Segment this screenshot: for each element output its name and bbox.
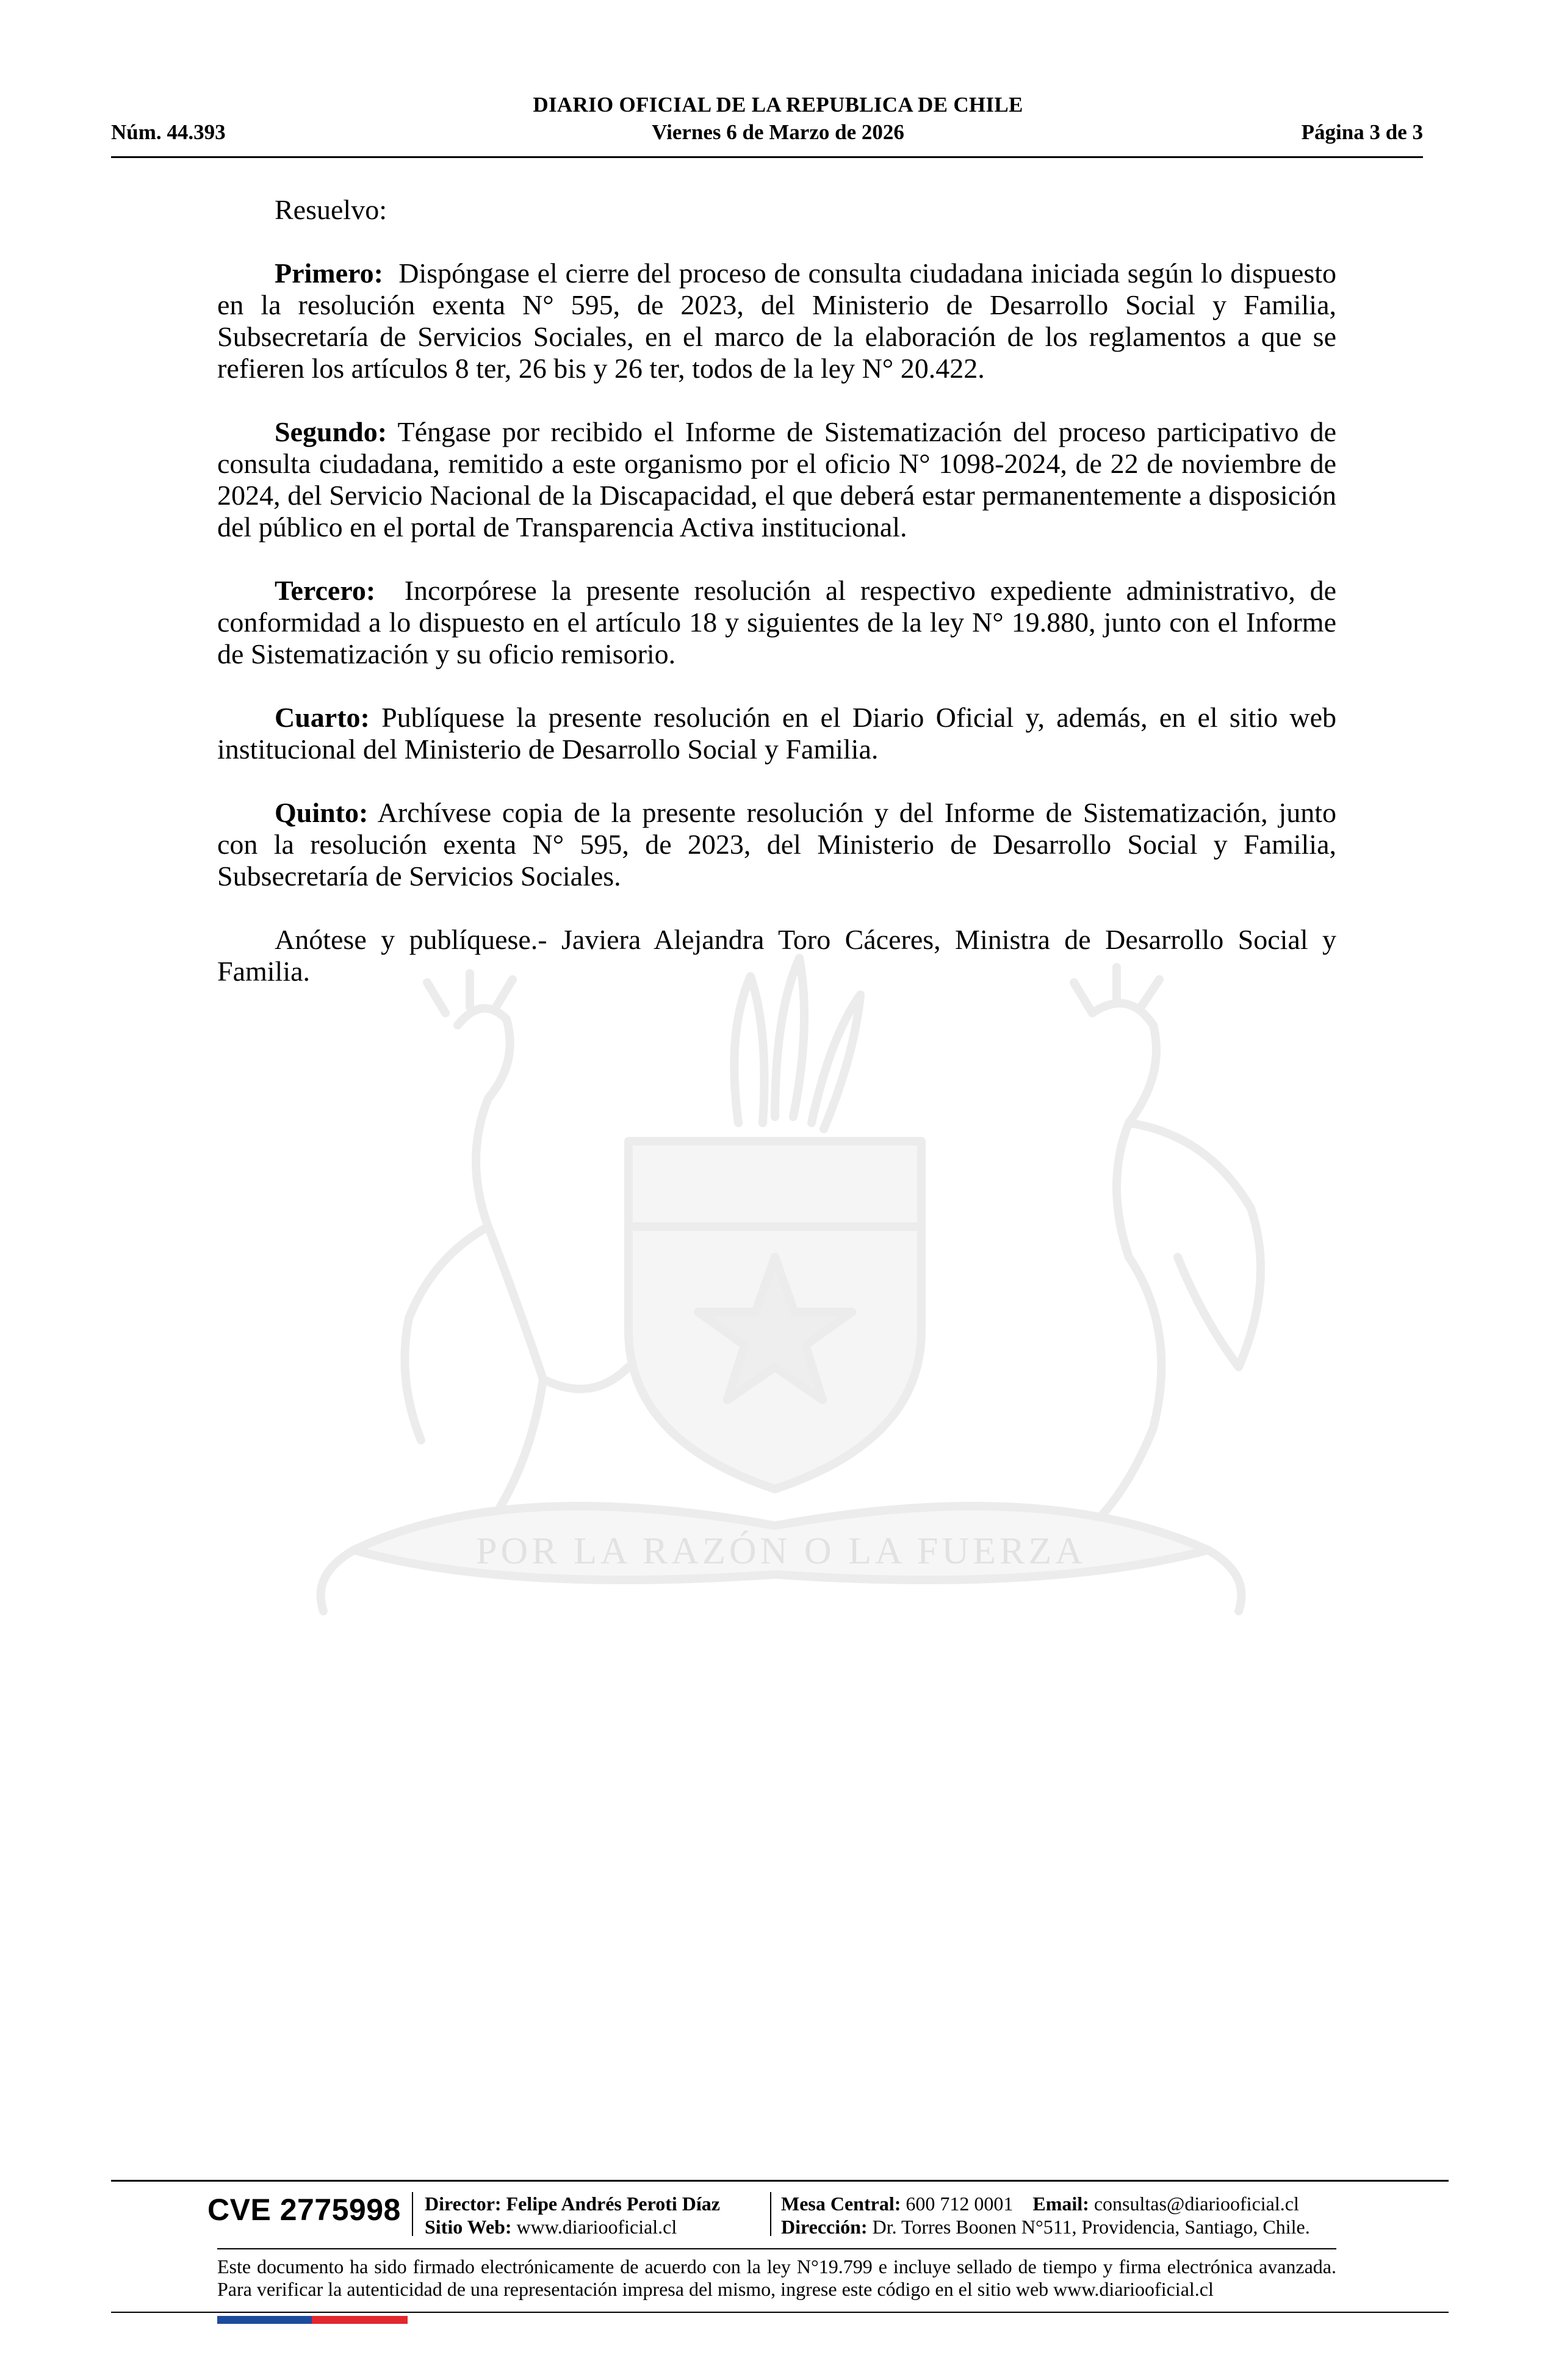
- paragraph-text: Incorpórese la presente resolución al respectivo expediente administrativo, de conformidad a lo dispuesto en el artículo 18 y siguientes de la ley N° 19.880, junto con el Informe de Sistematización y su oficio remisorio.: [217, 575, 1337, 669]
- newspaper-title: DIARIO OFICIAL DE LA REPUBLICA DE CHILE: [533, 93, 1023, 117]
- footer-mid-divider: [217, 2248, 1336, 2249]
- paragraph-cuarto: [217, 702, 1336, 765]
- paragraph-label: Tercero:: [275, 575, 376, 606]
- cve-code: CVE 2775998: [207, 2193, 401, 2227]
- website-link[interactable]: www.diariooficial.cl: [516, 2216, 677, 2238]
- paragraph-quinto: [217, 797, 1336, 892]
- footer-separator: [412, 2192, 413, 2236]
- footer-director-block: [425, 2192, 720, 2238]
- paragraph-text: Dispóngase el cierre del proceso de consulta ciudadana iniciada según lo dispuesto en la resolución exenta N° 595, de 2023, del Ministerio de Desarrollo Social y Familia, Subsecretaría de Servicios Sociales, en el marco de la elaboración de los reglamentos a que se refieren los artículos 8 ter, 26 bis y 26 ter, todos de la ley N° 20.422.: [217, 258, 1337, 384]
- flag-stripe-blue: [217, 2316, 312, 2324]
- watermark-motto: POR LA RAZÓN O LA FUERZA: [475, 1531, 1087, 1572]
- resuelvo-heading: Resuelvo:: [275, 194, 387, 225]
- paragraph-segundo: [217, 416, 1336, 543]
- phone-number: 600 712 0001: [906, 2193, 1014, 2215]
- email-label: Email:: [1032, 2193, 1089, 2215]
- footer-bottom-divider: [111, 2312, 1449, 2313]
- resolution-body: [217, 194, 1336, 1019]
- paragraph-tercero: [217, 575, 1336, 670]
- paragraph-label: Cuarto:: [275, 702, 370, 733]
- paragraph-label: Primero:: [275, 258, 383, 289]
- paragraph-label: Segundo:: [275, 416, 387, 447]
- issue-number: Núm. 44.393: [111, 120, 226, 144]
- footer-contact-block: [781, 2192, 1310, 2238]
- address-text: Dr. Torres Boonen N°511, Providencia, Santiago, Chile.: [872, 2216, 1310, 2238]
- website-label: Sitio Web:: [425, 2216, 512, 2238]
- director-name: Felipe Andrés Peroti Díaz: [506, 2193, 720, 2215]
- paragraph-text: Téngase por recibido el Informe de Sistematización del proceso participativo de consulta ciudadana, remitido a este organismo por el oficio N° 1098-2024, de 22 de noviembre de 2024, del Servicio Nacional de la Discapacidad, el que deberá estar permanentemente a disposición del público en el portal de Transparencia Activa institucional.: [217, 416, 1336, 543]
- director-label: Director:: [425, 2193, 502, 2215]
- footer-top-divider: [111, 2180, 1449, 2182]
- page-indicator: Página 3 de 3: [1301, 120, 1423, 144]
- paragraph-label: Quinto:: [275, 797, 369, 828]
- phone-label: Mesa Central:: [781, 2193, 901, 2215]
- paragraph-primero: [217, 258, 1336, 384]
- email-link[interactable]: consultas@diariooficial.cl: [1093, 2193, 1299, 2215]
- closing-signature: Anótese y publíquese.- Javiera Alejandra Toro Cáceres, Ministra de Desarrollo Social y Familia.: [217, 924, 1336, 987]
- address-label: Dirección:: [781, 2216, 868, 2238]
- signature-notice: Este documento ha sido firmado electrónicamente de acuerdo con la ley N°19.799 e incluye sellado de tiempo y firma electrónica avanzada. Para verificar la autenticidad de una representación impresa del mismo, ingrese este código en el sitio web www.diariooficial.cl: [217, 2256, 1336, 2300]
- header-divider: [111, 156, 1423, 158]
- footer-separator: [770, 2192, 771, 2236]
- issue-date: Viernes 6 de Marzo de 2026: [652, 120, 904, 144]
- paragraph-text: Archívese copia de la presente resolución y del Informe de Sistematización, junto con la resolución exenta N° 595, de 2023, del Ministerio de Desarrollo Social y Familia, Subsecretaría de Servicios Sociales.: [217, 797, 1336, 892]
- chile-coat-of-arms-icon: [201, 940, 1361, 1672]
- paragraph-text: Publíquese la presente resolución en el Diario Oficial y, además, en el sitio web institucional del Ministerio de Desarrollo Social y Familia.: [217, 702, 1336, 765]
- flag-stripe-red: [312, 2316, 408, 2324]
